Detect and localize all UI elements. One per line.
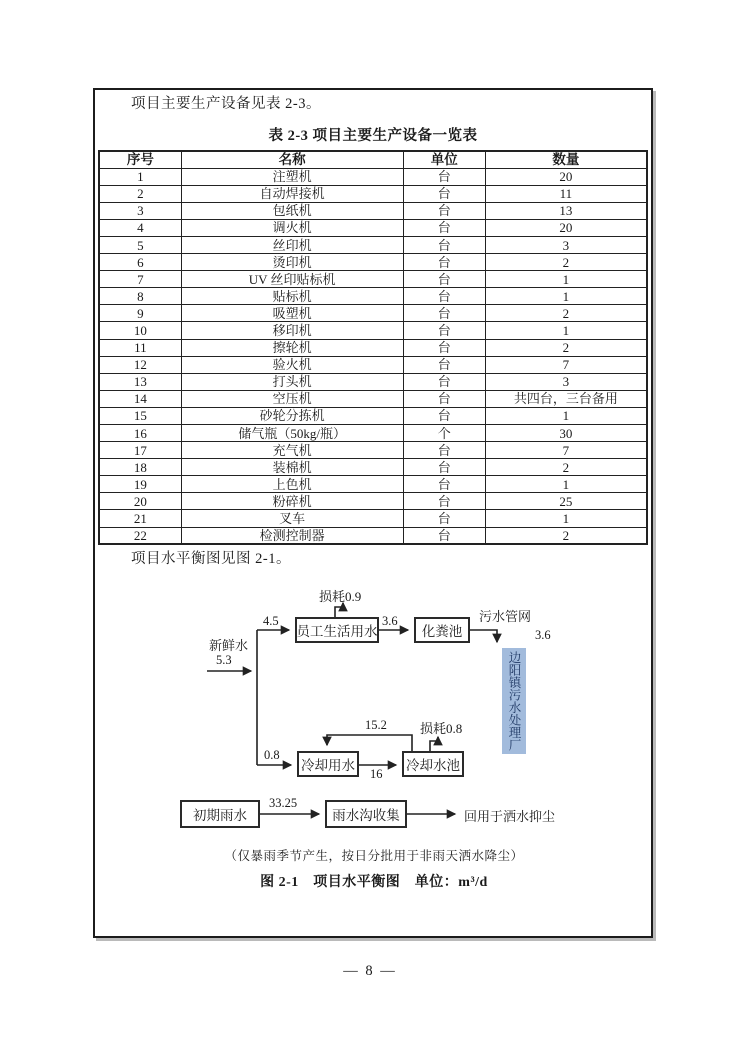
table-row: [99, 390, 647, 407]
table-cell: 16: [99, 425, 181, 442]
label-fresh-water: 新鲜水: [209, 638, 249, 653]
table-cell: 台: [403, 185, 485, 202]
table-cell: 22: [99, 527, 181, 544]
table-cell: 空压机: [181, 390, 403, 407]
table-cell: 10: [99, 322, 181, 339]
table-title: 表 2-3 项目主要生产设备一览表: [268, 128, 478, 144]
table-cell: 砂轮分拣机: [181, 407, 403, 424]
table-row: [99, 202, 647, 219]
table-cell: 1: [485, 510, 647, 527]
label-domestic-loss: 损耗0.9: [319, 589, 362, 604]
table-cell: 注塑机: [181, 168, 403, 185]
table-cell: 3: [485, 373, 647, 390]
header-name: 名称: [181, 151, 403, 168]
table-row: [99, 459, 647, 476]
table-cell: 15: [99, 407, 181, 424]
table-cell: 21: [99, 510, 181, 527]
table-cell: 台: [403, 390, 485, 407]
table-cell: 5: [99, 236, 181, 253]
table-cell: 自动焊接机: [181, 185, 403, 202]
water-balance-intro: 项目水平衡图见图 2-1。: [131, 551, 291, 568]
table-cell: 20: [485, 219, 647, 236]
label-pool-loss: 损耗0.8: [420, 721, 463, 736]
node-rain-ditch: 雨水沟收集: [325, 800, 407, 828]
table-cell: 台: [403, 356, 485, 373]
table-row: [99, 356, 647, 373]
table-cell: 上色机: [181, 476, 403, 493]
table-cell: 台: [403, 373, 485, 390]
page-number: — 8 —: [343, 963, 397, 979]
label-flow-to-plant: 3.6: [535, 628, 551, 642]
table-cell: 台: [403, 493, 485, 510]
table-cell: 4: [99, 219, 181, 236]
table-row: [99, 407, 647, 424]
table-cell: 2: [485, 339, 647, 356]
table-cell: 检测控制器: [181, 527, 403, 544]
table-cell: 30: [485, 425, 647, 442]
table-cell: 调火机: [181, 219, 403, 236]
label-sewage-network: 污水管网: [479, 609, 532, 624]
table-row: [99, 271, 647, 288]
label-fresh-water-value: 5.3: [216, 653, 232, 667]
label-domestic-to-septic: 3.6: [382, 614, 398, 628]
table-cell: 11: [99, 339, 181, 356]
table-cell: 8: [99, 288, 181, 305]
table-cell: 包纸机: [181, 202, 403, 219]
table-cell: 14: [99, 390, 181, 407]
table-cell: 台: [403, 459, 485, 476]
table-cell: 1: [485, 288, 647, 305]
water-balance-diagram: [97, 585, 651, 900]
table-cell: 台: [403, 322, 485, 339]
table-cell: 11: [485, 185, 647, 202]
table-cell: 充气机: [181, 442, 403, 459]
table-row: [99, 168, 647, 185]
table-row: [99, 339, 647, 356]
table-row: [99, 476, 647, 493]
table-row: [99, 254, 647, 271]
node-initial-rainwater: 初期雨水: [180, 800, 260, 828]
table-row: [99, 442, 647, 459]
table-cell: 19: [99, 476, 181, 493]
table-cell: 7: [485, 442, 647, 459]
table-cell: 12: [99, 356, 181, 373]
table-cell: 20: [485, 168, 647, 185]
table-row: [99, 527, 647, 544]
table-cell: 移印机: [181, 322, 403, 339]
table-cell: 叉车: [181, 510, 403, 527]
content-frame: [93, 88, 653, 938]
figure-caption: 图 2-1 项目水平衡图 单位：m³/d: [260, 875, 488, 890]
table-cell: 2: [485, 254, 647, 271]
table-cell: 共四台，三台备用: [485, 390, 647, 407]
table-cell: 台: [403, 476, 485, 493]
diagram-note: （仅暴雨季节产生，按日分批用于非雨天洒水降尘）: [224, 849, 524, 863]
label-pool-return: 15.2: [365, 718, 387, 732]
table-cell: 9: [99, 305, 181, 322]
header-quantity: 数量: [485, 151, 647, 168]
table-cell: 台: [403, 202, 485, 219]
table-cell: 打头机: [181, 373, 403, 390]
node-sewage-plant: 边阳镇污水处理厂: [502, 648, 526, 754]
table-row: [99, 219, 647, 236]
table-cell: 台: [403, 288, 485, 305]
table-cell: 验火机: [181, 356, 403, 373]
table-cell: 台: [403, 510, 485, 527]
table-cell: 13: [99, 373, 181, 390]
table-header-row: [99, 151, 647, 168]
table-cell: 台: [403, 168, 485, 185]
table-cell: 3: [485, 236, 647, 253]
table-cell: 2: [99, 185, 181, 202]
table-cell: 台: [403, 254, 485, 271]
label-rain-reuse: 回用于洒水抑尘: [464, 809, 556, 824]
table-cell: 20: [99, 493, 181, 510]
node-cooling-pool: 冷却水池: [402, 751, 464, 777]
table-cell: 2: [485, 305, 647, 322]
table-cell: 台: [403, 219, 485, 236]
table-cell: 1: [485, 322, 647, 339]
table-cell: 25: [485, 493, 647, 510]
table-cell: 贴标机: [181, 288, 403, 305]
table-cell: 个: [403, 425, 485, 442]
table-row: [99, 185, 647, 202]
table-cell: 丝印机: [181, 236, 403, 253]
table-cell: 烫印机: [181, 254, 403, 271]
table-row: [99, 493, 647, 510]
label-flow-to-cooling: 0.8: [264, 748, 280, 762]
table-cell: 擦轮机: [181, 339, 403, 356]
header-index: 序号: [99, 151, 181, 168]
intro-paragraph: 项目主要生产设备见表 2-3。: [131, 96, 321, 112]
table-cell: 7: [485, 356, 647, 373]
table-cell: 台: [403, 442, 485, 459]
table-cell: 装棉机: [181, 459, 403, 476]
table-cell: 台: [403, 236, 485, 253]
table-cell: 粉碎机: [181, 493, 403, 510]
label-cooling-to-pool: 16: [370, 767, 383, 781]
node-septic-tank: 化粪池: [414, 617, 470, 643]
table-cell: 2: [485, 459, 647, 476]
table-cell: 6: [99, 254, 181, 271]
table-cell: 2: [485, 527, 647, 544]
header-unit: 单位: [403, 151, 485, 168]
table-cell: 1: [99, 168, 181, 185]
label-flow-to-domestic: 4.5: [263, 614, 279, 628]
table-cell: 1: [485, 476, 647, 493]
table-cell: 13: [485, 202, 647, 219]
table-cell: 18: [99, 459, 181, 476]
node-domestic-water: 员工生活用水: [295, 617, 379, 643]
table-row: [99, 373, 647, 390]
label-rain-value: 33.25: [269, 796, 298, 810]
table-cell: 1: [485, 271, 647, 288]
table-row: [99, 510, 647, 527]
table-cell: 1: [485, 407, 647, 424]
table-cell: UV 丝印贴标机: [181, 271, 403, 288]
table-cell: 台: [403, 339, 485, 356]
table-cell: 17: [99, 442, 181, 459]
equipment-table: [98, 150, 648, 545]
table-cell: 吸塑机: [181, 305, 403, 322]
table-row: [99, 322, 647, 339]
equipment-table-body: [99, 168, 647, 544]
node-cooling-water: 冷却用水: [297, 751, 359, 777]
table-cell: 台: [403, 271, 485, 288]
table-row: [99, 288, 647, 305]
table-row: [99, 236, 647, 253]
table-cell: 储气瓶（50kg/瓶）: [181, 425, 403, 442]
table-cell: 台: [403, 407, 485, 424]
table-cell: 3: [99, 202, 181, 219]
table-cell: 7: [99, 271, 181, 288]
table-cell: 台: [403, 527, 485, 544]
table-cell: 台: [403, 305, 485, 322]
table-row: [99, 425, 647, 442]
table-row: [99, 305, 647, 322]
